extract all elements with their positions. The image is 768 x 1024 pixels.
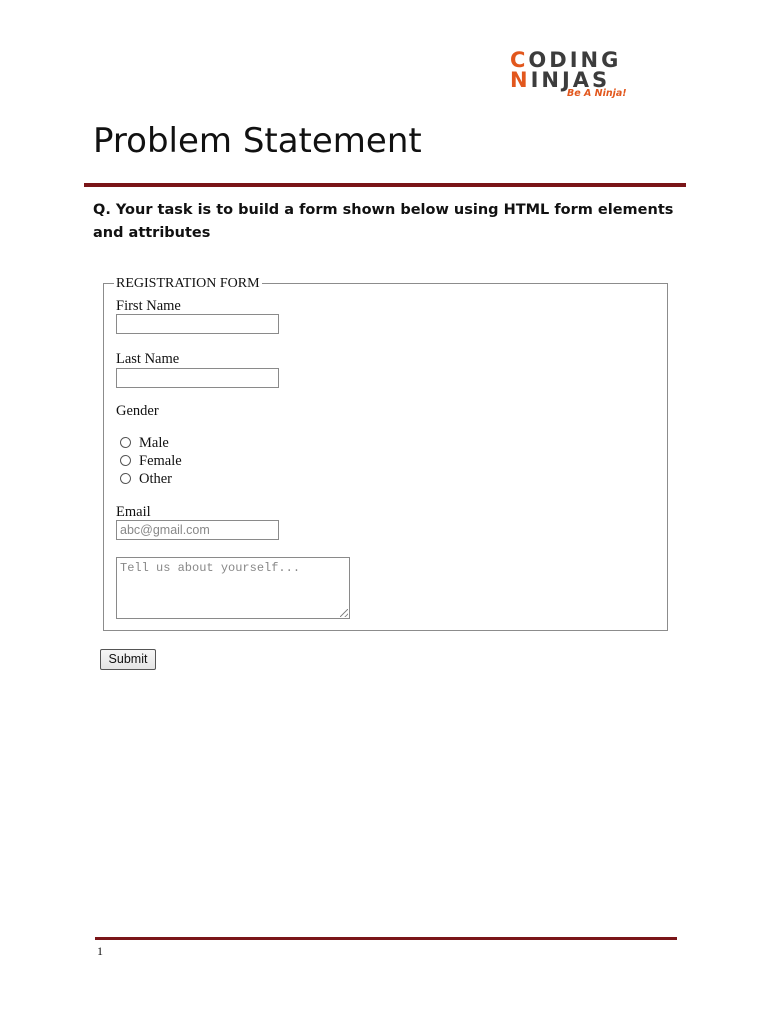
logo-line-coding: CODING xyxy=(510,48,622,72)
submit-button[interactable]: Submit xyxy=(100,649,156,670)
radio-male[interactable] xyxy=(120,437,131,448)
radio-other-label: Other xyxy=(139,471,173,487)
coding-ninjas-logo xyxy=(510,48,640,104)
title-divider xyxy=(84,183,686,187)
about-textarea[interactable] xyxy=(116,557,350,619)
first-name-label: First Name xyxy=(116,298,181,314)
logo-tagline: Be A Ninja! xyxy=(567,88,627,99)
page-title: Problem Statement xyxy=(93,121,422,161)
last-name-label: Last Name xyxy=(116,351,180,367)
radio-other[interactable] xyxy=(120,473,131,484)
email-label: Email xyxy=(116,504,151,520)
last-name-input[interactable] xyxy=(116,368,279,388)
radio-female[interactable] xyxy=(120,455,131,466)
fieldset-legend: REGISTRATION FORM xyxy=(116,276,260,291)
radio-female-label: Female xyxy=(139,453,182,469)
gender-label: Gender xyxy=(116,403,159,419)
question-text: Q. Your task is to build a form shown below using HTML form elements and attributes xyxy=(93,202,674,241)
first-name-input[interactable] xyxy=(116,314,279,334)
footer-divider xyxy=(95,937,677,940)
email-input[interactable]: abc@gmail.com xyxy=(116,520,279,540)
radio-male-label: Male xyxy=(139,435,169,451)
resize-grip-icon[interactable] xyxy=(340,609,348,617)
logo-line-ninjas: NINJAS xyxy=(510,68,611,92)
about-placeholder: Tell us about yourself... xyxy=(120,561,301,575)
page-number: 1 xyxy=(97,944,103,958)
